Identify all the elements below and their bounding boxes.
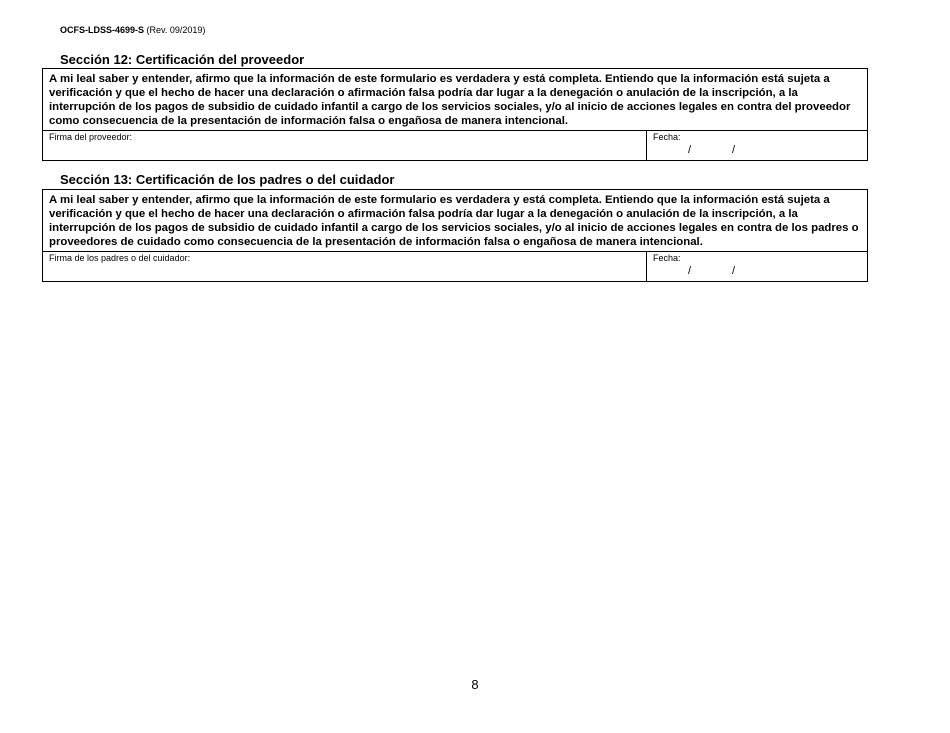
provider-signature-label: Firma del proveedor: <box>49 132 133 142</box>
parent-date-field[interactable] <box>647 252 867 281</box>
provider-signature-field[interactable] <box>43 131 647 160</box>
section-12-certification-box <box>42 68 868 161</box>
date-separator: / <box>732 265 736 277</box>
parent-signature-field[interactable] <box>43 252 647 281</box>
provider-date-field[interactable] <box>647 131 867 160</box>
form-identifier <box>60 25 205 36</box>
form-revision: (Rev. 09/2019) <box>146 25 206 35</box>
page-number: 8 <box>471 677 479 692</box>
date-separator: / <box>688 265 692 277</box>
date-separator: / <box>688 144 692 156</box>
section-12-signature-row <box>43 131 867 160</box>
form-code: OCFS-LDSS-4699-S <box>60 25 145 35</box>
section-13-title: Sección 13: Certificación de los padres o del cuidador <box>60 172 395 187</box>
parent-date-label: Fecha: <box>653 253 681 263</box>
parent-signature-label: Firma de los padres o del cuidador: <box>49 253 191 263</box>
date-separator: / <box>732 144 736 156</box>
section-12-title: Sección 12: Certificación del proveedor <box>60 52 305 67</box>
section-13-signature-row <box>43 252 867 281</box>
section-13-certification-box <box>42 189 868 282</box>
provider-date-label: Fecha: <box>653 132 681 142</box>
section-12-statement: A mi leal saber y entender, afirmo que la información de este formulario es verdadera y está completa. Entiendo que la información está sujeta a verificación y que el hecho de hacer una declaración o afirmación falsa podría dar lugar a la denegación o anulación de la inscripción, a la interrupción de los pagos de subsidio de cuidado infantil a cargo de los servicios sociales, y/o al inicio de acciones legales en contra del proveedor como consecuencia de la presentación de información falsa o engañosa de manera intencional. <box>43 69 867 131</box>
section-13-statement: A mi leal saber y entender, afirmo que la información de este formulario es verdadera y está completa. Entiendo que la información está sujeta a verificación y que el hecho de hacer una declaración o afirmación falsa podría dar lugar a la denegación o anulación de la inscripción, a la interrupción de los pagos de subsidio de cuidado infantil a cargo de los servicios sociales, y/o al inicio de acciones legales en contra de los padres o proveedores de cuidado como consecuencia de la presentación de información falsa o engañosa de manera intencional. <box>43 190 867 252</box>
